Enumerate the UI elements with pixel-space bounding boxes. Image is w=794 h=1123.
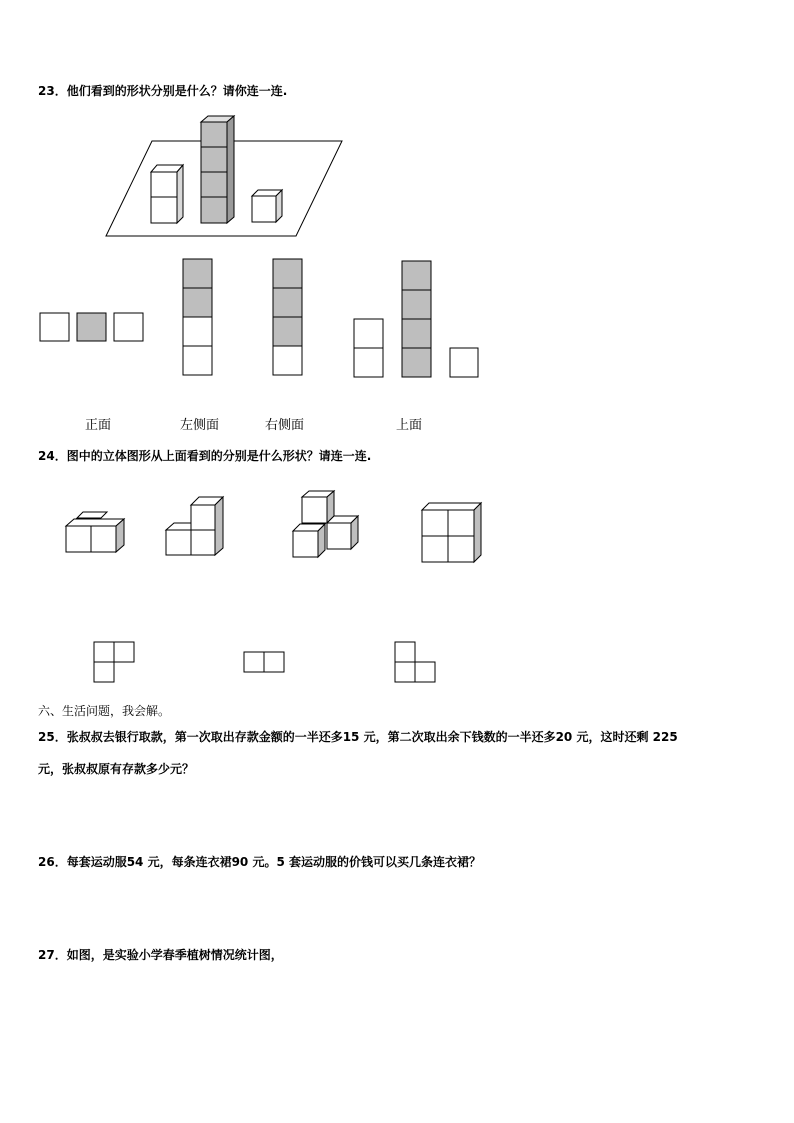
label-left-side: 左侧面 — [180, 418, 220, 433]
label-right-side: 右侧面 — [265, 418, 305, 433]
top-view-option-3 — [395, 642, 435, 682]
solid-b — [166, 497, 223, 555]
question-24-text: 24．图中的立体图形从上面看到的分别是什么形状？请连一连. — [38, 449, 372, 463]
question-25-line-2: 元，张叔叔原有存款多少元？ — [38, 762, 195, 776]
view-option-left-side — [183, 259, 212, 375]
question-26-text: 26．每套运动服54 元，每条连衣裙90 元。5 套运动服的价钱可以买几条连衣裙？ — [38, 855, 481, 869]
solid-a — [66, 512, 124, 552]
label-top: 上面 — [396, 418, 423, 433]
question-23-text: 23．他们看到的形状分别是什么？请你连一连. — [38, 84, 288, 98]
top-view-option-1 — [94, 642, 134, 682]
cube-stack-tall — [201, 116, 234, 223]
view-option-front — [40, 313, 143, 341]
section-6-heading: 六、生活问题，我会解。 — [38, 704, 171, 718]
cube-single — [252, 190, 282, 222]
view-option-top — [354, 261, 478, 377]
label-front: 正面 — [85, 418, 112, 433]
solid-c — [293, 491, 358, 557]
view-option-right-side — [273, 259, 302, 375]
cube-stack-left — [151, 165, 183, 223]
solid-d — [422, 503, 481, 562]
question-25-line-1: 25．张叔叔去银行取款，第一次取出存款金额的一半还多15 元，第二次取出余下钱数的一半还多20 元，这时还剩 225 — [38, 730, 678, 744]
question-27-text: 27．如图，是实验小学春季植树情况统计图， — [38, 948, 283, 962]
top-view-option-2 — [244, 652, 284, 672]
